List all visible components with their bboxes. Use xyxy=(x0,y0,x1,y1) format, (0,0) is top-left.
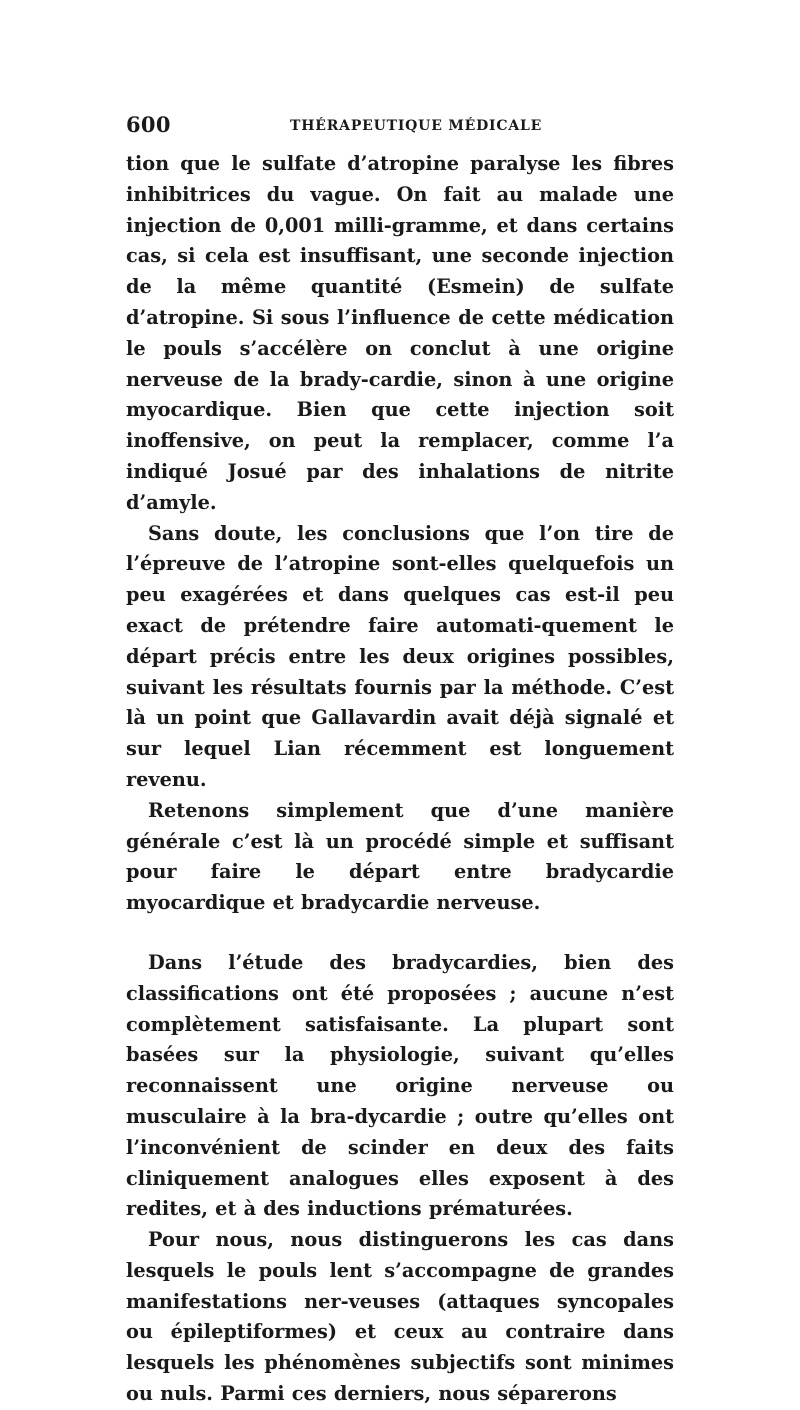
page-header xyxy=(126,112,674,142)
running-title: THÉRAPEUTIQUE MÉDICALE xyxy=(290,118,543,134)
paragraph-classifications: Dans l’étude des bradycardies, bien des classifications ont été proposées ; aucune n’est complètement satisfaisante. La plupart sont basées sur la physiologie, suivant qu’elles reconnaissent une origine nerveuse ou musculaire à la bra-dycardie ; outre qu’elles ont l’inconvénient de scinder en deux des faits cliniquement analogues elles exposent à des redites, et à des inductions prématurées. xyxy=(126,950,674,1221)
page-number: 600 xyxy=(126,112,171,137)
paragraph-conclusion: Retenons simplement que d’une manière générale c’est là un procédé simple et suffisant pour faire le départ entre bradycardie myocardique et bradycardie nerveuse. xyxy=(126,798,674,915)
paragraph-continuation: tion que le sulfate d’atropine paralyse les fibres inhibitrices du vague. On fait au malade une injection de 0,001 milli-gramme, et dans certains cas, si cela est insuffisant, une seconde injection de la même quantité (Esmein) de sulfate d’atropine. Si sous l’influence de cette médication le pouls s’accélère on conclut à une origine nerveuse de la brady-cardie, sinon à une origine myocardique. Bien que cette injection soit inoffensive, on peut la remplacer, comme l’a indiqué Josué par des inhalations de nitrite d’amyle. xyxy=(126,152,674,514)
section-break xyxy=(126,919,674,948)
body-text xyxy=(126,149,674,1410)
paragraph-distinction: Pour nous, nous distinguerons les cas dans lesquels le pouls lent s’accompagne de grandes manifestations ner-veuses (attaques syncopales ou épileptiformes) et ceux au contraire dans lesquels les phénomènes subjectifs sont minimes ou nuls. Parmi ces derniers, nous séparerons xyxy=(126,1228,674,1406)
paragraph-atropine-test: Sans doute, les conclusions que l’on tire de l’épreuve de l’atropine sont-elles quelquefois un peu exagérées et dans quelques cas est-il peu exact de prétendre faire automati-quement le départ précis entre les deux origines possibles, suivant les résultats fournis par la méthode. C’est là un point que Gallavardin avait déjà signalé et sur lequel Lian récemment est longuement revenu. xyxy=(126,521,674,791)
